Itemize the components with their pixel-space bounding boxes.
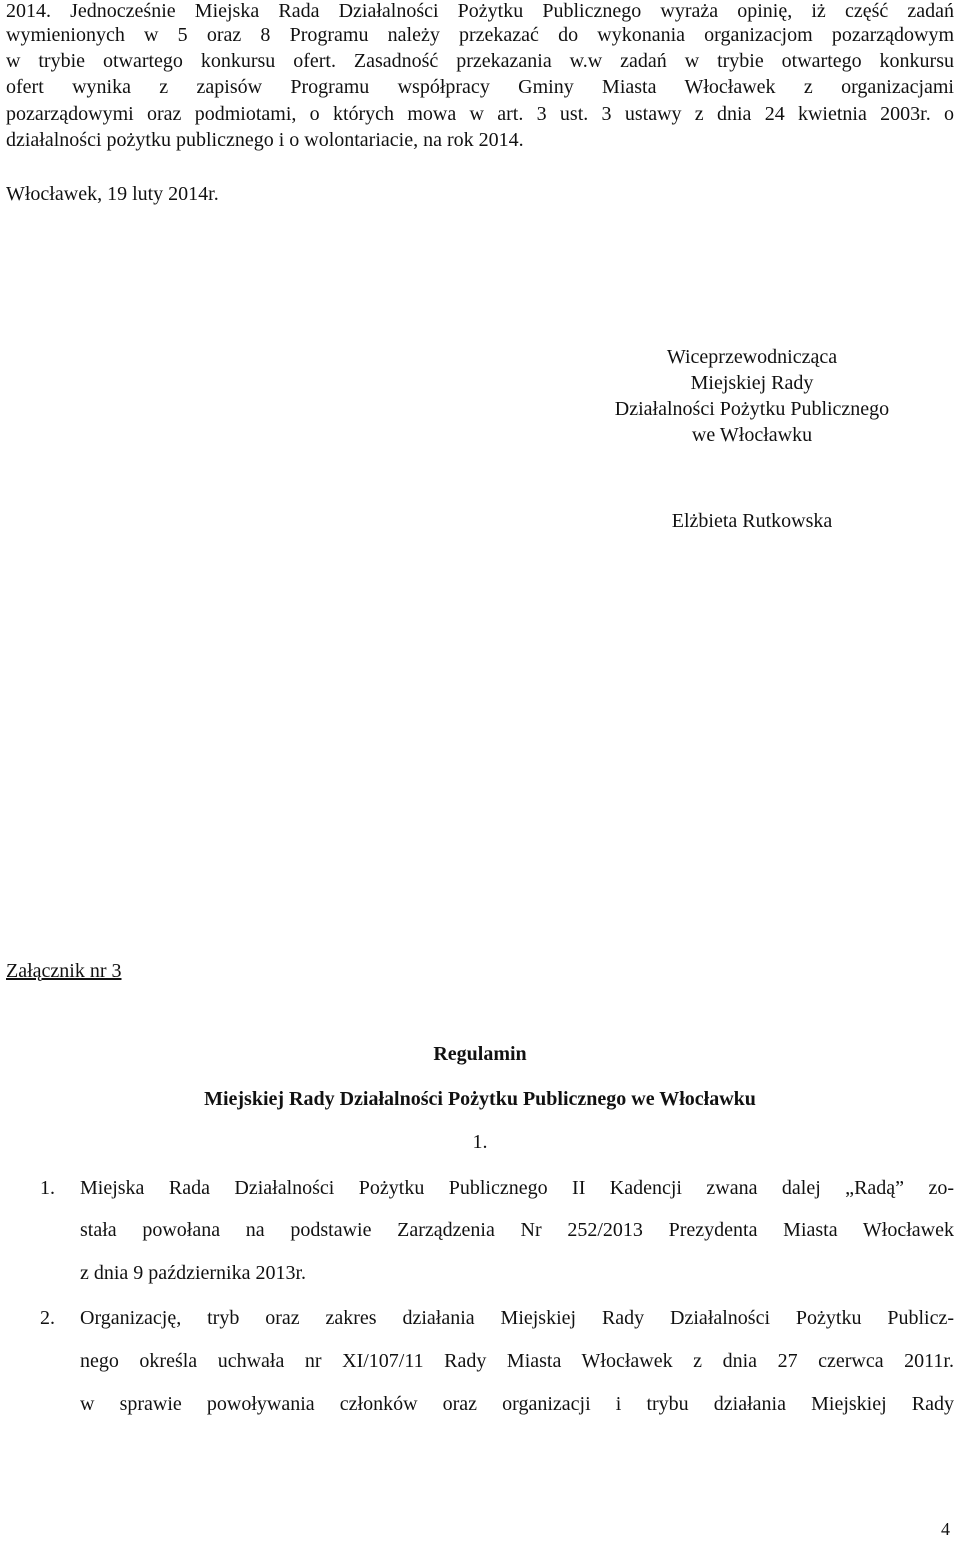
intro-line: działalności pożytku publicznego i o wolontariacie, na rok 2014. [6, 129, 524, 151]
item-line: nego określa uchwała nr XI/107/11 Rady Miasta Włocławek z dnia 27 czerwca 2011r. [80, 1350, 954, 1372]
signatory-name: Elżbieta Rutkowska [671, 510, 833, 532]
intro-line: w trybie otwartego konkursu ofert. Zasadność przekazania w.w zadań w trybie otwartego konkursu [6, 50, 954, 72]
item-line: w sprawie powoływania członków oraz organizacji i trybu działania Miejskiej Rady [80, 1393, 954, 1415]
signature-title-line: we Włocławku [691, 424, 813, 446]
item-line: stała powołana na podstawie Zarządzenia Nr 252/2013 Prezydenta Miasta Włocławek [80, 1219, 954, 1241]
section-heading: 1. [472, 1131, 488, 1153]
regulamin-title: Regulamin [433, 1043, 527, 1065]
place-date: Włocławek, 19 luty 2014r. [6, 183, 219, 205]
page-number: 4 [941, 1519, 950, 1539]
item-number: 2. [40, 1307, 55, 1329]
intro-line: ofert wynika z zapisów Programu współpracy Gminy Miasta Włocławek z organizacjami [6, 76, 954, 98]
item-line: z dnia 9 października 2013r. [80, 1262, 307, 1284]
signature-title-line: Wiceprzewodnicząca [666, 346, 838, 368]
attachment-label: Załącznik nr 3 [6, 960, 122, 982]
signature-title-line: Miejskiej Rady [690, 372, 814, 394]
intro-line: pozarządowymi oraz podmiotami, o których mowa w art. 3 ust. 3 ustawy z dnia 24 kwietnia 2003r. o [6, 103, 954, 125]
intro-line: 2014. Jednocześnie Miejska Rada Działalności Pożytku Publicznego wyraża opinię, iż część zadań [6, 0, 954, 22]
signature-title-line: Działalności Pożytku Publicznego [614, 398, 890, 420]
intro-line: wymienionych w 5 oraz 8 Programu należy przekazać do wykonania organizacjom pozarządowym [6, 24, 954, 46]
item-number: 1. [40, 1177, 55, 1199]
signature-block [552, 344, 952, 448]
regulamin-subtitle: Miejskiej Rady Działalności Pożytku Publicznego we Włocławku [204, 1088, 756, 1110]
item-line: Organizację, tryb oraz zakres działania Miejskiej Rady Działalności Pożytku Publicz- [80, 1307, 954, 1329]
item-line: Miejska Rada Działalności Pożytku Publicznego II Kadencji zwana dalej „Radą” zo- [80, 1177, 954, 1199]
